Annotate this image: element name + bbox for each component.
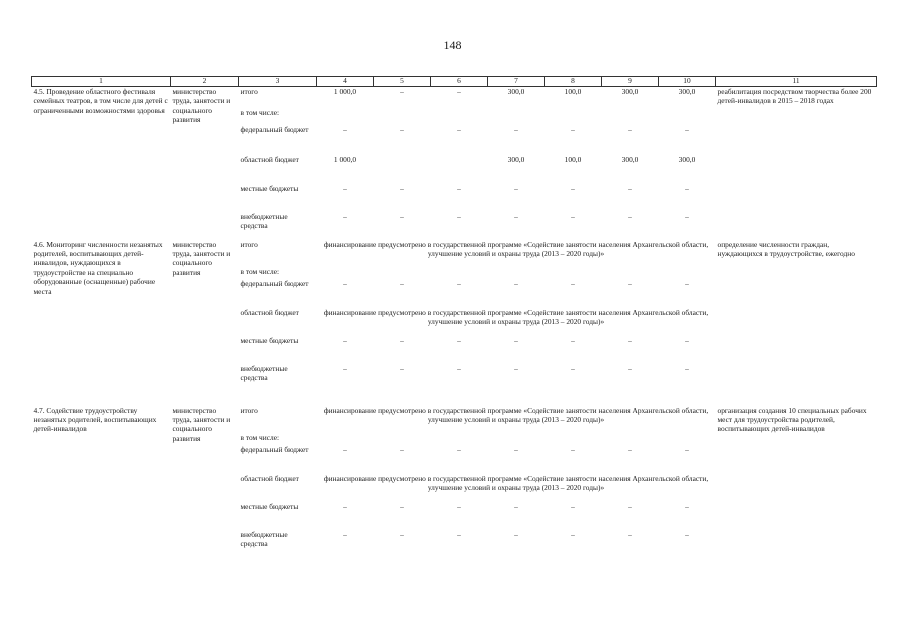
amount-total: – bbox=[343, 183, 347, 193]
section-gap bbox=[32, 392, 877, 406]
amount-2016: 300,0 bbox=[507, 87, 525, 96]
amount-total: – bbox=[343, 529, 347, 539]
column-number: 1 bbox=[32, 77, 171, 87]
amount-2019: – bbox=[685, 124, 689, 134]
amount-2019: – bbox=[685, 211, 689, 221]
funding-source: областной бюджет bbox=[240, 154, 299, 164]
amount-total: – bbox=[343, 278, 347, 288]
amount-2015: – bbox=[457, 87, 461, 96]
funding-source: областной бюджет bbox=[240, 473, 299, 483]
amount-2015: – bbox=[457, 124, 461, 134]
table-row bbox=[32, 406, 877, 433]
amount-2015: – bbox=[457, 444, 461, 454]
funding-source: итого bbox=[240, 405, 258, 415]
amount-2019: 300,0 bbox=[678, 87, 696, 96]
page-number: 148 bbox=[443, 38, 462, 52]
amount-2014 bbox=[374, 155, 431, 184]
amount-2018: – bbox=[628, 124, 632, 134]
amount-2019: – bbox=[685, 529, 689, 539]
amount-2017: – bbox=[571, 529, 575, 539]
amount-2014: – bbox=[400, 183, 404, 193]
amount-2016: 300,0 bbox=[507, 154, 525, 164]
amount-2015: – bbox=[457, 278, 461, 288]
amount-2015: – bbox=[457, 363, 461, 373]
funding-source: внебюджетные средства bbox=[240, 529, 288, 549]
amount-2017: – bbox=[571, 335, 575, 345]
amount-2015: – bbox=[457, 183, 461, 193]
amount-2014: – bbox=[400, 363, 404, 373]
column-number: 9 bbox=[602, 77, 659, 87]
amount-total: 1 000,0 bbox=[333, 87, 357, 96]
amount-2019: – bbox=[685, 278, 689, 288]
measure-title: 4.7. Содействие трудоустройству незанятых родителей, воспитывающих детей-инвалидов bbox=[33, 405, 157, 434]
column-number-row bbox=[32, 77, 877, 87]
executor: министерство труда, занятости и социального развития bbox=[172, 87, 231, 125]
program-table bbox=[31, 76, 877, 558]
amount-2015: – bbox=[457, 529, 461, 539]
funding-source: местные бюджеты bbox=[240, 501, 299, 511]
amount-2018: – bbox=[628, 211, 632, 221]
expected-result: определение численности граждан, нуждающихся в трудоустройстве, ежегодно bbox=[717, 239, 855, 259]
table-row bbox=[32, 240, 877, 267]
amount-2017: – bbox=[571, 501, 575, 511]
funding-note: финансирование предусмотрено в государственной программе «Содействие занятости населения Архангельской области, улучшение условий и охраны труда (2013 – 2020 годы)» bbox=[323, 473, 709, 493]
amount-2017: 100,0 bbox=[564, 154, 582, 164]
funding-source: в том числе: bbox=[240, 266, 280, 276]
amount-2016: – bbox=[514, 529, 518, 539]
amount-2014: – bbox=[400, 444, 404, 454]
amount-2016: – bbox=[514, 335, 518, 345]
column-number: 7 bbox=[488, 77, 545, 87]
expected-result: организация создания 10 специальных рабочих мест для трудоустройства родителей, воспитывающих детей-инвалидов bbox=[717, 405, 867, 434]
measure-title: 4.5. Проведение областного фестиваля семейных театров, в том числе для детей с ограниченными возможностями здоровья bbox=[33, 87, 168, 115]
amount-2016: – bbox=[514, 124, 518, 134]
measure-title: 4.6. Мониторинг численности незанятых родителей, воспитывающих детей-инвалидов, нуждающихся в трудоустройстве на специально оборудованные (оснащенные) рабочие места bbox=[33, 239, 163, 296]
expected-result: реабилитация посредством творчества более 200 детей-инвалидов в 2015 – 2018 годах bbox=[717, 87, 872, 106]
amount-2015: – bbox=[457, 335, 461, 345]
column-number: 5 bbox=[374, 77, 431, 87]
amount-2019: – bbox=[685, 335, 689, 345]
funding-source: внебюджетные средства bbox=[240, 211, 288, 231]
amount-2015: – bbox=[457, 211, 461, 221]
funding-note: финансирование предусмотрено в государственной программе «Содействие занятости населения Архангельской области, улучшение условий и охраны труда (2013 – 2020 годы)» bbox=[323, 239, 709, 259]
amount-total: 1 000,0 bbox=[333, 154, 357, 164]
amount-2017: – bbox=[571, 363, 575, 373]
amount-2016: – bbox=[514, 278, 518, 288]
amount-2017: – bbox=[571, 124, 575, 134]
table-row bbox=[32, 87, 877, 109]
amount-2018: – bbox=[628, 278, 632, 288]
amount-2019: 300,0 bbox=[678, 154, 696, 164]
column-number: 2 bbox=[171, 77, 239, 87]
funding-source: итого bbox=[240, 239, 258, 249]
funding-source: местные бюджеты bbox=[240, 335, 299, 345]
amount-2018: 300,0 bbox=[621, 87, 639, 96]
column-number: 6 bbox=[431, 77, 488, 87]
amount-2016: – bbox=[514, 211, 518, 221]
funding-note: финансирование предусмотрено в государственной программе «Содействие занятости населения Архангельской области, улучшение условий и охраны труда (2013 – 2020 годы)» bbox=[323, 307, 709, 327]
amount-2014: – bbox=[400, 335, 404, 345]
amount-2017: – bbox=[571, 278, 575, 288]
column-number: 3 bbox=[239, 77, 317, 87]
amount-2019: – bbox=[685, 183, 689, 193]
column-number: 10 bbox=[659, 77, 716, 87]
amount-2017: – bbox=[571, 444, 575, 454]
amount-2014: – bbox=[400, 501, 404, 511]
amount-2014: – bbox=[400, 124, 404, 134]
amount-2015: – bbox=[457, 501, 461, 511]
amount-2019: – bbox=[685, 501, 689, 511]
amount-total: – bbox=[343, 211, 347, 221]
funding-source: в том числе: bbox=[240, 108, 280, 118]
amount-total: – bbox=[343, 501, 347, 511]
column-number: 4 bbox=[317, 77, 374, 87]
funding-source: итого bbox=[240, 87, 258, 96]
amount-2018: – bbox=[628, 501, 632, 511]
executor: министерство труда, занятости и социального развития bbox=[172, 405, 231, 443]
amount-2014: – bbox=[400, 211, 404, 221]
amount-2018: 300,0 bbox=[621, 154, 639, 164]
amount-2014: – bbox=[400, 278, 404, 288]
funding-source: федеральный бюджет bbox=[240, 124, 309, 134]
funding-note: финансирование предусмотрено в государственной программе «Содействие занятости населения Архангельской области, улучшение условий и охраны труда (2013 – 2020 годы)» bbox=[323, 405, 709, 425]
amount-2019: – bbox=[685, 363, 689, 373]
amount-total: – bbox=[343, 335, 347, 345]
amount-2016: – bbox=[514, 501, 518, 511]
column-number: 11 bbox=[716, 77, 877, 87]
amount-2015 bbox=[431, 155, 488, 184]
funding-source: внебюджетные средства bbox=[240, 363, 288, 383]
amount-total: – bbox=[343, 363, 347, 373]
amount-2018: – bbox=[628, 183, 632, 193]
amount-2019: – bbox=[685, 444, 689, 454]
funding-source: федеральный бюджет bbox=[240, 278, 309, 288]
amount-2014: – bbox=[400, 529, 404, 539]
funding-source: областной бюджет bbox=[240, 307, 299, 317]
amount-2016: – bbox=[514, 444, 518, 454]
funding-source: местные бюджеты bbox=[240, 183, 299, 193]
amount-2018: – bbox=[628, 444, 632, 454]
amount-2016: – bbox=[514, 363, 518, 373]
amount-2018: – bbox=[628, 335, 632, 345]
amount-2014: – bbox=[400, 87, 404, 96]
amount-total: – bbox=[343, 124, 347, 134]
amount-2016: – bbox=[514, 183, 518, 193]
amount-total: – bbox=[343, 444, 347, 454]
amount-2017: – bbox=[571, 211, 575, 221]
amount-2017: 100,0 bbox=[564, 87, 582, 96]
column-number: 8 bbox=[545, 77, 602, 87]
amount-2017: – bbox=[571, 183, 575, 193]
amount-2018: – bbox=[628, 529, 632, 539]
amount-2018: – bbox=[628, 363, 632, 373]
executor: министерство труда, занятости и социального развития bbox=[172, 239, 231, 277]
funding-source: в том числе: bbox=[240, 432, 280, 442]
funding-source: федеральный бюджет bbox=[240, 444, 309, 454]
